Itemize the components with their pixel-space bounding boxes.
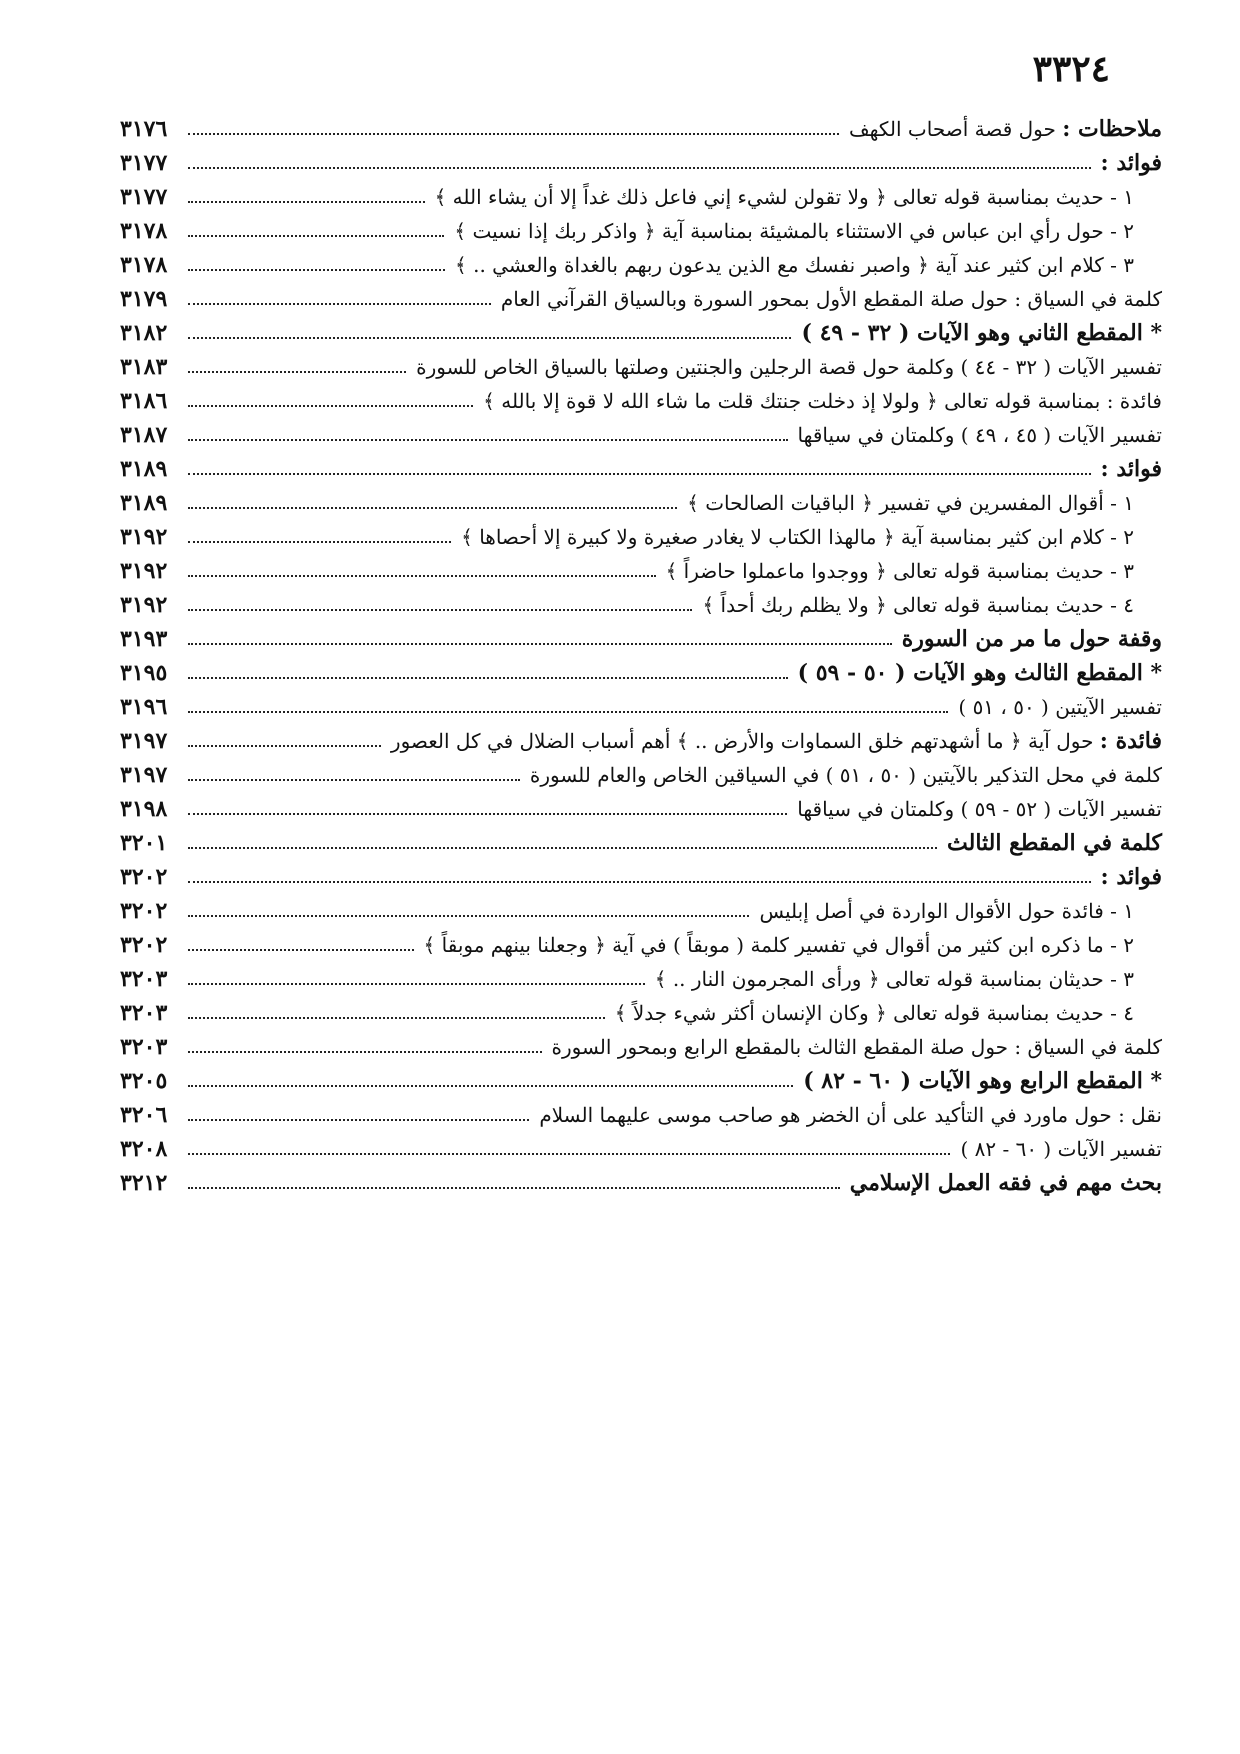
toc-entry — [120, 520, 1162, 554]
toc-entry-text: ٣ - حديثان بمناسبة قوله تعالى ﴿ ورأى المجرمون النار .. ﴾ — [654, 967, 1134, 991]
leader-dots — [188, 541, 451, 543]
toc-entry-page: ٣١٩٦ — [120, 694, 168, 720]
toc-entry-text: فوائد : — [1100, 864, 1162, 890]
leader-dots — [188, 779, 520, 781]
toc-entry-page: ٣٢٠٣ — [120, 1034, 168, 1060]
toc-entry-text: * المقطع الثاني وهو الآيات ( ٣٢ - ٤٩ ) — [801, 320, 1162, 346]
leader-dots — [188, 949, 414, 951]
leader-dots — [188, 473, 1091, 475]
toc-entry-text: ٣ - كلام ابن كثير عند آية ﴿ واصبر نفسك مع الذين يدعون ربهم بالغداة والعشي .. ﴾ — [455, 253, 1134, 277]
toc-entry — [120, 588, 1162, 622]
leader-dots — [188, 337, 791, 339]
toc-entry-text: كلمة في محل التذكير بالآيتين ( ٥٠ ، ٥١ ) في السياقين الخاص والعام للسورة — [529, 763, 1162, 787]
toc-entry — [120, 622, 1162, 656]
toc-entry — [120, 112, 1162, 146]
toc-entry-page: ٣١٩٢ — [120, 524, 168, 550]
toc-entry-text: فائدة : بمناسبة قوله تعالى ﴿ ولولا إذ دخلت جنتك قلت ما شاء الله لا قوة إلا بالله ﴾ — [483, 389, 1162, 413]
toc-entry-text: تفسير الآيات ( ٣٢ - ٤٤ ) وكلمة حول قصة الرجلين والجنتين وصلتها بالسياق الخاص للسورة — [416, 355, 1162, 379]
leader-dots — [188, 1119, 529, 1121]
toc-entry-page: ٣٢٠٦ — [120, 1102, 168, 1128]
toc-entry-page: ٣١٩٧ — [120, 728, 168, 754]
toc-entry — [120, 384, 1162, 418]
toc-entry — [120, 486, 1162, 520]
leader-dots — [188, 133, 839, 135]
toc-entry-text: ١ - أقوال المفسرين في تفسير ﴿ الباقيات الصالحات ﴾ — [687, 491, 1134, 515]
toc-entry-text: فوائد : — [1100, 456, 1162, 482]
leader-dots — [188, 507, 677, 509]
toc-entry-text: كلمة في المقطع الثالث — [947, 830, 1162, 856]
leader-dots — [188, 201, 425, 203]
leader-dots — [188, 1085, 793, 1087]
leader-dots — [188, 1017, 605, 1019]
toc-entry-text: فوائد : — [1100, 150, 1162, 176]
toc-entry-page: ٣١٨٩ — [120, 490, 168, 516]
toc-entry — [120, 690, 1162, 724]
toc-entry — [120, 928, 1162, 962]
leader-dots — [188, 235, 444, 237]
toc-entry-page: ٣١٩٣ — [120, 626, 168, 652]
table-of-contents — [120, 112, 1162, 1200]
toc-entry — [120, 180, 1162, 214]
toc-entry — [120, 554, 1162, 588]
leader-dots — [188, 677, 788, 679]
toc-entry-page: ٣١٧٧ — [120, 184, 168, 210]
toc-entry-text: * المقطع الرابع وهو الآيات ( ٦٠ - ٨٢ ) — [803, 1068, 1162, 1094]
leader-dots — [188, 371, 406, 373]
toc-entry — [120, 860, 1162, 894]
toc-entry-page: ٣١٩٢ — [120, 558, 168, 584]
toc-entry — [120, 452, 1162, 486]
toc-entry — [120, 792, 1162, 826]
leader-dots — [188, 269, 445, 271]
toc-entry-text: تفسير الآيات ( ٦٠ - ٨٢ ) — [960, 1137, 1162, 1161]
leader-dots — [188, 745, 381, 747]
page-number: ٣٣٢٤ — [1032, 48, 1110, 90]
toc-entry-text: ١ - فائدة حول الأقوال الواردة في أصل إبليس — [759, 899, 1134, 923]
toc-entry-page: ٣١٩٢ — [120, 592, 168, 618]
toc-entry-text: تفسير الآيات ( ٤٥ ، ٤٩ ) وكلمتان في سياقها — [797, 423, 1162, 447]
toc-entry-page: ٣٢٠٣ — [120, 1000, 168, 1026]
leader-dots — [188, 405, 473, 407]
leader-dots — [188, 439, 788, 441]
leader-dots — [188, 881, 1091, 883]
toc-entry — [120, 248, 1162, 282]
toc-entry — [120, 1132, 1162, 1166]
toc-entry-text: ٢ - ما ذكره ابن كثير من أقوال في تفسير كلمة ( موبقاً ) في آية ﴿ وجعلنا بينهم موبقاً ﴾ — [423, 933, 1134, 957]
leader-dots — [188, 1153, 950, 1155]
leader-dots — [188, 847, 937, 849]
toc-entry-page: ٣٢٠١ — [120, 830, 168, 856]
toc-entry-text: كلمة في السياق : حول صلة المقطع الأول بمحور السورة وبالسياق القرآني العام — [500, 287, 1162, 311]
toc-entry-text: * المقطع الثالث وهو الآيات ( ٥٠ - ٥٩ ) — [797, 660, 1162, 686]
toc-entry — [120, 316, 1162, 350]
toc-entry-page: ٣١٩٧ — [120, 762, 168, 788]
toc-entry — [120, 724, 1162, 758]
toc-entry-text: تفسير الآيات ( ٥٢ - ٥٩ ) وكلمتان في سياقها — [797, 797, 1162, 821]
toc-entry — [120, 996, 1162, 1030]
toc-entry — [120, 282, 1162, 316]
toc-entry-text: بحث مهم في فقه العمل الإسلامي — [849, 1170, 1162, 1196]
leader-dots — [188, 575, 656, 577]
leader-dots — [188, 609, 692, 611]
leader-dots — [188, 813, 787, 815]
toc-entry — [120, 350, 1162, 384]
toc-entry-page: ٣١٨٢ — [120, 320, 168, 346]
leader-dots — [188, 303, 491, 305]
toc-entry — [120, 962, 1162, 996]
toc-entry-page: ٣٢٠٣ — [120, 966, 168, 992]
toc-entry-page: ٣٢٠٨ — [120, 1136, 168, 1162]
toc-entry-page: ٣١٧٨ — [120, 252, 168, 278]
toc-entry-text: فائدة : حول آية ﴿ ما أشهدتهم خلق السماوات والأرض .. ﴾ أهم أسباب الضلال في كل العصور — [390, 728, 1162, 754]
toc-entry-text: ١ - حديث بمناسبة قوله تعالى ﴿ ولا تقولن لشيء إني فاعل ذلك غداً إلا أن يشاء الله ﴾ — [434, 185, 1134, 209]
toc-entry-page: ٣٢٠٢ — [120, 898, 168, 924]
leader-dots — [188, 1187, 840, 1189]
leader-dots — [188, 983, 645, 985]
toc-entry-page: ٣١٩٨ — [120, 796, 168, 822]
toc-entry-page: ٣٢١٢ — [120, 1170, 168, 1196]
toc-entry-page: ٣١٧٩ — [120, 286, 168, 312]
leader-dots — [188, 167, 1091, 169]
toc-entry — [120, 656, 1162, 690]
toc-entry — [120, 826, 1162, 860]
toc-entry-text: وقفة حول ما مر من السورة — [901, 626, 1162, 652]
toc-entry-page: ٣١٨٦ — [120, 388, 168, 414]
toc-entry-text: نقل : حول ماورد في التأكيد على أن الخضر هو صاحب موسى عليهما السلام — [539, 1103, 1162, 1127]
leader-dots — [188, 1051, 542, 1053]
toc-entry — [120, 1064, 1162, 1098]
toc-entry-text: ٢ - حول رأي ابن عباس في الاستثناء بالمشيئة بمناسبة آية ﴿ واذكر ربك إذا نسيت ﴾ — [454, 219, 1134, 243]
toc-entry — [120, 894, 1162, 928]
toc-entry-page: ٣١٨٧ — [120, 422, 168, 448]
toc-entry-page: ٣١٧٨ — [120, 218, 168, 244]
leader-dots — [188, 643, 892, 645]
toc-entry — [120, 418, 1162, 452]
toc-entry-text: ٣ - حديث بمناسبة قوله تعالى ﴿ ووجدوا ماعملوا حاضراً ﴾ — [665, 559, 1134, 583]
toc-entry — [120, 1098, 1162, 1132]
toc-entry-page: ٣١٨٩ — [120, 456, 168, 482]
toc-entry-text: ملاحظات : حول قصة أصحاب الكهف — [848, 116, 1162, 142]
toc-entry — [120, 214, 1162, 248]
toc-entry-text: ٤ - حديث بمناسبة قوله تعالى ﴿ ولا يظلم ربك أحداً ﴾ — [702, 593, 1134, 617]
toc-entry-page: ٣١٩٥ — [120, 660, 168, 686]
leader-dots — [188, 915, 749, 917]
toc-entry — [120, 1030, 1162, 1064]
toc-entry-page: ٣٢٠٥ — [120, 1068, 168, 1094]
toc-entry-page: ٣٢٠٢ — [120, 864, 168, 890]
toc-entry-page: ٣١٨٣ — [120, 354, 168, 380]
toc-entry-text: ٢ - كلام ابن كثير بمناسبة آية ﴿ مالهذا الكتاب لا يغادر صغيرة ولا كبيرة إلا أحصاها ﴾ — [461, 525, 1134, 549]
toc-entry — [120, 146, 1162, 180]
toc-entry-page: ٣١٧٧ — [120, 150, 168, 176]
toc-entry-page: ٣١٧٦ — [120, 116, 168, 142]
toc-entry — [120, 758, 1162, 792]
toc-entry — [120, 1166, 1162, 1200]
toc-entry-text: تفسير الآيتين ( ٥٠ ، ٥١ ) — [958, 695, 1162, 719]
toc-entry-text: ٤ - حديث بمناسبة قوله تعالى ﴿ وكان الإنسان أكثر شيء جدلاً ﴾ — [614, 1001, 1134, 1025]
toc-entry-page: ٣٢٠٢ — [120, 932, 168, 958]
toc-entry-text: كلمة في السياق : حول صلة المقطع الثالث بالمقطع الرابع وبمحور السورة — [551, 1035, 1162, 1059]
leader-dots — [188, 711, 948, 713]
